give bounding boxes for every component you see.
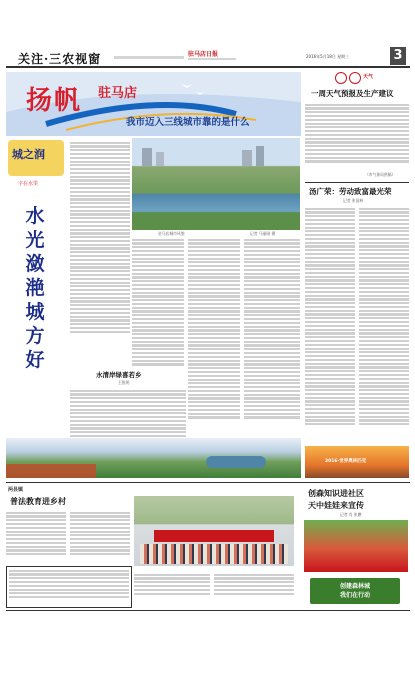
date-line: 2016年5月18日 星期三 [306,54,350,59]
footer-rule [6,610,410,611]
article-text-block [305,206,355,446]
bottom-right-story [300,486,410,606]
article-text-block [244,237,300,437]
group-photo [134,496,294,566]
vertical-title-char: 潋 [25,253,45,275]
header-small-text-2 [188,58,236,60]
bird-icon [181,84,193,88]
right-sidebar [305,72,409,478]
page-header [6,46,410,70]
bottom-right-byline: 记者 肖 张鹏 [340,512,362,517]
notice-text [9,568,129,604]
weather-source: （市气象局供稿） [365,172,396,177]
vertical-title [24,204,46,372]
building-shape [156,152,164,166]
profile-headline: 汤广荣：劳动致富最光荣 [309,187,392,196]
article-text-block [214,572,294,608]
center-article-byline: 王锐明 [118,380,130,385]
left-column [6,138,68,478]
article-text-block [188,237,240,437]
header-small-text [114,56,184,59]
bottom-right-headline-1: 创森知识进社区 [308,488,364,498]
bottom-left-headline: 普法教育进乡村 [10,496,66,506]
weather-headline: 一周天气预报及生产建议 [311,89,394,98]
building-shape [256,146,264,166]
bottom-divider [6,482,410,483]
article-text-block [132,237,184,377]
page-number: 3 [393,48,403,63]
forest-city-ad-line-1: 创建森林城 [339,583,370,590]
notice-box [6,566,132,608]
photo-caption-right: 记者 马丽刚 摄 [250,231,276,236]
masthead: 驻马店日报 [188,51,219,58]
red-roof-strip [6,464,96,478]
column-badge [8,140,64,176]
article-text-block [70,510,130,560]
article-text-block [359,206,409,446]
center-article-headline: 水清岸绿喜若乡 [96,371,142,379]
kids-photo [304,520,408,572]
weather-tag: 天气 [363,74,374,80]
sunset-banner [305,446,409,478]
vertical-title-char: 滟 [25,277,45,299]
column-subtitle: 字在水里 [18,181,39,187]
vertical-title-char: 光 [25,229,45,251]
page-number-box [390,47,406,65]
bottom-left-story [6,486,130,606]
forest-city-ad [310,578,400,604]
column-badge-text: 城之润 [12,148,45,161]
group-photo-banner [154,530,274,542]
header-rule [6,66,410,68]
vertical-title-char: 城 [25,301,45,323]
banner-title-city: 驻马店 [98,86,138,101]
city-photo [132,138,300,230]
sunset-banner-text: 2016·世界奥林匹克 [325,459,367,464]
bottom-right-headline-2: 天中娃娃来宣传 [308,500,364,510]
article-text-block [134,572,210,608]
landscape-strip [6,438,301,478]
center-article [70,362,186,448]
sidebar-divider [305,182,409,183]
article-text-block [6,510,66,560]
section-title: 关注·三农视窗 [18,52,102,66]
building-shape [242,150,252,166]
article-text-block [70,140,130,350]
vertical-title-char: 水 [25,205,45,227]
weather-text [305,102,409,172]
banner-headline: 我市迈入三线城市靠的是什么 [126,117,250,128]
building-shape [142,148,152,166]
group-people [140,544,288,564]
photo-caption-left: 驻马店城市风貌 [158,231,185,236]
banner-title-main: 扬帆 [26,86,83,116]
bottom-left-label: 两县镇 [8,487,24,493]
profile-byline: 记者 张国林 [343,198,364,203]
weather-icon [335,72,347,84]
weather-icon-2 [349,72,361,84]
forest-city-ad-line-2: 我们在行动 [339,592,370,599]
lake-shape [206,456,266,468]
feature-banner [6,72,301,136]
vertical-title-char: 方 [25,325,45,347]
vertical-title-char: 好 [25,349,45,371]
